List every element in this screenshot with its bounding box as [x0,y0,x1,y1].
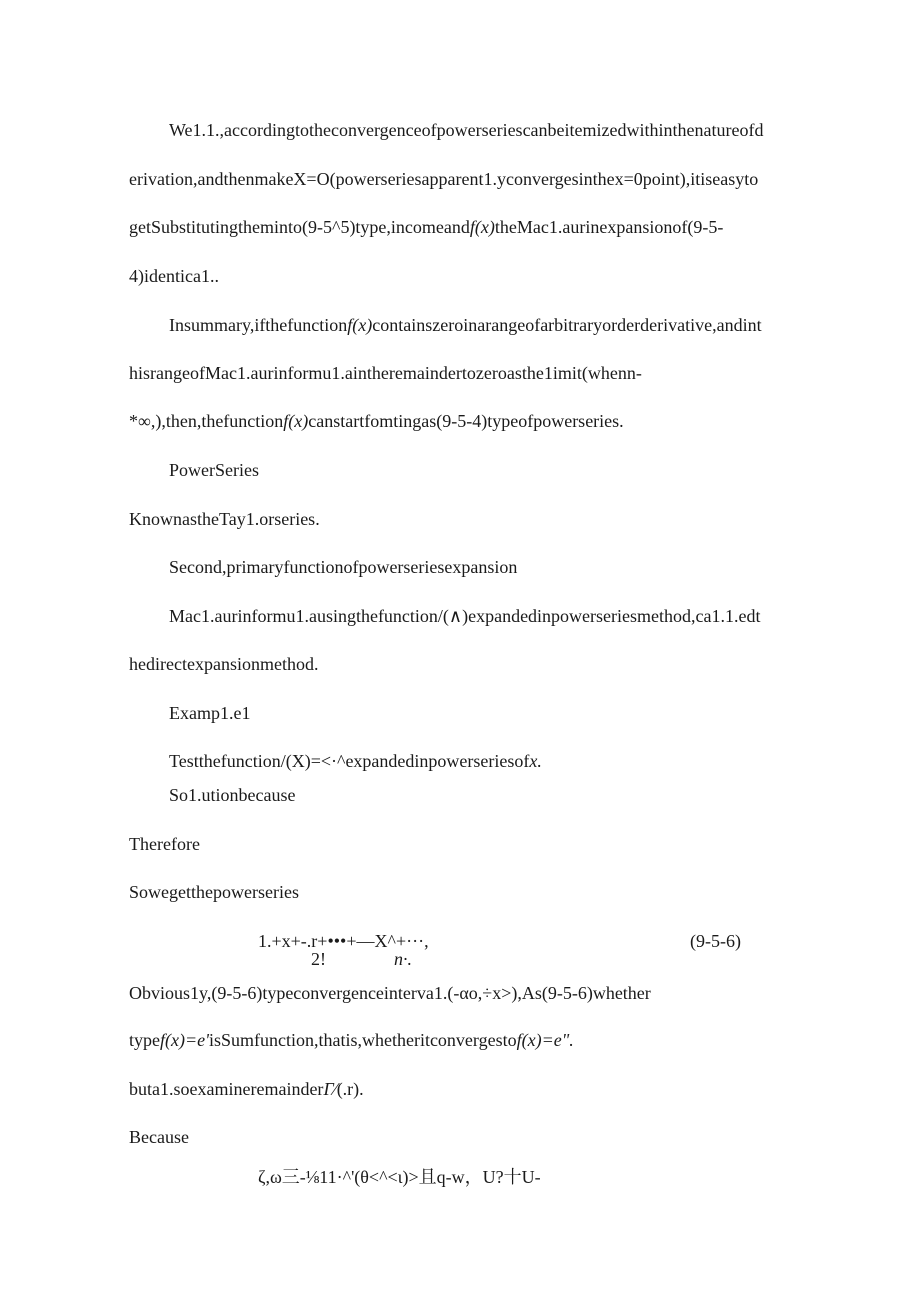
solution-line: So1.utionbecause [169,785,296,805]
math-fx: f(x) [283,411,309,431]
example-statement [169,750,542,772]
paragraph-2-line-3-text-a: *∞,),then,thefunction [129,411,284,431]
remainder-formula: ζ,ω三-⅛11·^'(θ<^<ι)>且q-w，U?十U- [258,1167,541,1187]
because-line: Because [129,1127,189,1147]
example-statement-text: Testthefunction/(X)=<·^expandedinpowerseriesof [169,751,530,771]
convergence-line-1: Obvious1y,(9-5-6)typeconvergenceinterva1.(-αo,÷x>),As(9-5-6)whether [129,983,651,1003]
paragraph-1-line-2: erivation,andthenmakeX=O(powerseriesapparent1.yconvergesinthex=0point),itiseasyto [129,169,759,189]
math-x: x. [529,751,542,771]
math-remainder-symbol: Γ⁄ [323,1079,337,1099]
convergence-line-2-text-a: type [129,1030,160,1050]
paragraph-2-line-3-text-b: canstartfomtingas(9-5-4)typeofpowerseries. [308,411,624,431]
paragraph-1-line-3-text-b: theMac1.aurinexpansionof(9-5- [494,217,724,237]
equation-denominator-n: n·. [394,949,412,969]
paragraph-2-line-2: hisrangeofMac1.aurinformu1.aintheremaindertozeroasthe1imit(whenn- [129,363,642,383]
section-heading: Second,primaryfunctionofpowerseriesexpansion [169,557,518,577]
paragraph-1-line-4: 4)identica1.. [129,266,219,286]
maclaurin-line-2: hedirectexpansionmethod. [129,654,319,674]
paragraph-1-line-1: We1.1.,accordingtotheconvergenceofpowerseriescanbeitemizedwithinthenatureofd [169,120,764,140]
remainder-line [129,1078,364,1100]
remainder-line-text-a: buta1.soexamineremainder [129,1079,324,1099]
paragraph-1-line-3 [129,216,723,238]
therefore-line: Therefore [129,834,200,854]
math-fx: f(x) [469,217,495,237]
example-heading: Examp1.e1 [169,703,251,723]
equation-main: 1.+x+-.r+•••+—X^+···, [258,931,429,951]
maclaurin-line-1: Mac1.aurinformu1.ausingthefunction/(∧)expandedinpowerseriesmethod,ca1.1.edt [169,606,761,626]
taylor-series-line: KnownastheTay1.orseries. [129,509,320,529]
power-series-heading: PowerSeries [169,460,259,480]
paragraph-2-line-3 [129,410,624,432]
remainder-line-text-b: (.r). [336,1079,364,1099]
paragraph-2-line-1-text-b: containszeroinarangeofarbitraryorderderivative,andint [372,315,762,335]
equation-number: (9-5-6) [690,931,741,951]
math-fx-equals-e: f(x)=e' [160,1030,209,1050]
paragraph-2-line-1 [169,314,762,336]
convergence-line-2 [129,1029,574,1051]
math-fx: f(x) [347,315,373,335]
math-fx-equals-e-2: f(x)=e". [516,1030,574,1050]
power-series-intro: Sowegetthepowerseries [129,882,299,902]
equation-denominator-factorial: 2! [311,949,326,969]
paragraph-1-line-3-text-a: getSubstitutingtheminto(9-5^5)type,incomeand [129,217,470,237]
convergence-line-2-text-b: isSumfunction,thatis,whetheritconvergesto [208,1030,517,1050]
paragraph-2-line-1-text-a: Insummary,ifthefunction [169,315,348,335]
